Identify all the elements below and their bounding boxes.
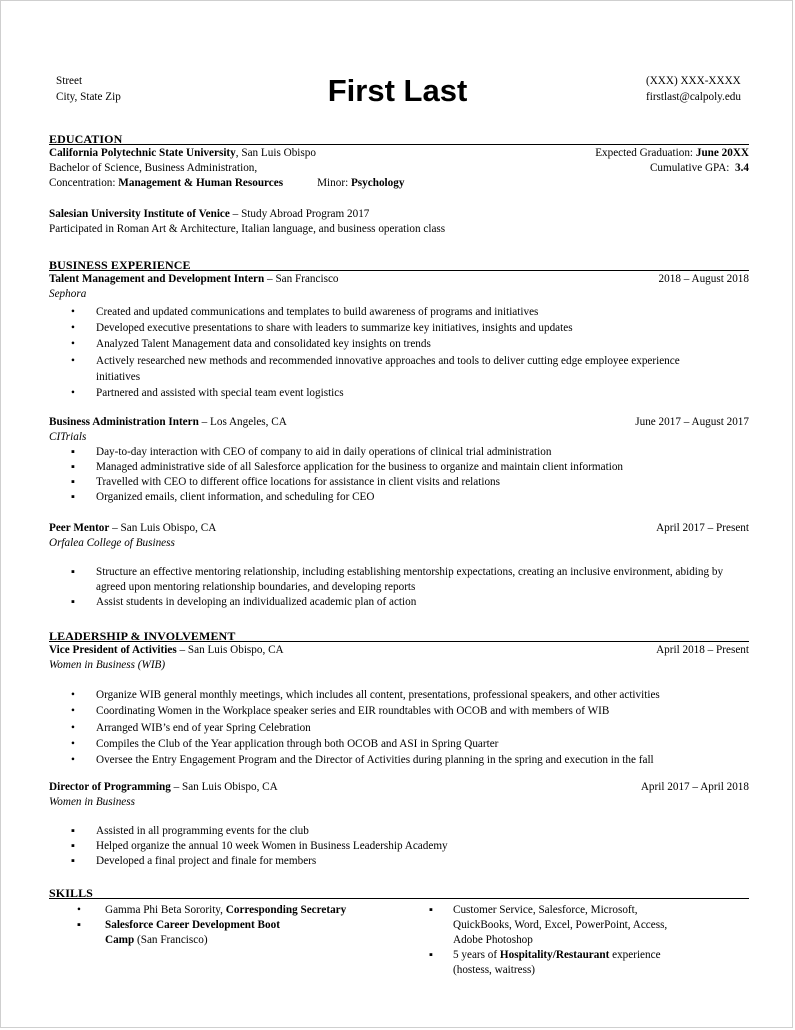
school1-line1: [49, 146, 749, 161]
list-item: • Arranged WIB’s end of year Spring Celebration: [49, 720, 749, 736]
list-item: • Compiles the Club of the Year application through both OCOB and ASI in Spring Quarter: [49, 736, 749, 752]
list-item: ▪ Assisted in all programming events for the club: [71, 825, 309, 838]
job-location: – San Luis Obispo, CA: [170, 781, 278, 794]
job-org: Women in Business (WIB): [49, 659, 166, 671]
list-item: • Coordinating Women in the Workplace speaker series and EIR roundtables with OCOB and with members of WIB: [49, 703, 749, 719]
list-item: • Gamma Phi Beta Sorority, Corresponding Secretary: [77, 904, 347, 916]
job-header: [49, 415, 749, 430]
square-bullet-icon: ▪: [71, 476, 75, 489]
skills-left-list: [49, 903, 349, 978]
list-item: ▪ Organized emails, client information, and scheduling for CEO: [71, 491, 375, 504]
job-org: Sephora: [49, 288, 87, 300]
bullet-icon: •: [71, 354, 75, 367]
bullet-icon: •: [71, 705, 75, 718]
job-bullets: [49, 824, 749, 869]
job-location: – San Francisco: [264, 273, 339, 285]
bullet-icon: •: [71, 306, 75, 318]
job-location: – San Luis Obispo, CA: [109, 522, 217, 535]
square-bullet-icon: ▪: [71, 825, 75, 838]
square-bullet-icon: ▪: [71, 491, 75, 504]
list-item: • Oversee the Entry Engagement Program and the Director of Activities during planning in the spring and execution in the fall: [49, 752, 749, 768]
job-location: – San Luis Obispo, CA: [176, 644, 284, 656]
square-bullet-icon: ▪: [77, 919, 81, 931]
gpa-value: 3.4: [735, 162, 749, 174]
business-section: [49, 258, 749, 610]
city-state-zip: City, State Zip: [56, 91, 121, 103]
phone: (XXX) XXX-XXXX: [645, 75, 741, 87]
job-header: [49, 643, 749, 658]
square-bullet-icon: ▪: [71, 855, 75, 868]
job-dates: April 2017 – April 2018: [640, 781, 749, 794]
job-location: – Los Angeles, CA: [198, 416, 287, 429]
job-role: Talent Management and Development Intern: [49, 273, 265, 285]
bullet-icon: •: [77, 904, 81, 916]
square-bullet-icon: ▪: [429, 904, 433, 916]
list-item: • Partnered and assisted with special team event logistics: [49, 385, 749, 401]
job-dates: April 2017 – Present: [656, 522, 749, 535]
bullet-icon: •: [71, 721, 75, 734]
job-dates: June 2017 – August 2017: [635, 416, 749, 429]
degree: Bachelor of Science, Business Administration,: [49, 162, 258, 174]
job-role: Vice President of Activities: [49, 644, 177, 656]
list-item: • Developed executive presentations to share with leaders to summarize key initiatives, insights and updates: [49, 320, 749, 336]
job-org: CITrials: [49, 431, 87, 444]
job-dates: April 2018 – Present: [656, 644, 749, 656]
list-item: ▪ Day-to-day interaction with CEO of company to aid in daily operations of clinical trial administration: [71, 446, 552, 459]
bullet-icon: •: [71, 689, 75, 701]
school1-line2: [49, 161, 749, 176]
job-bullets: [49, 565, 749, 610]
list-item: • Created and updated communications and templates to build awareness of programs and initiatives: [49, 304, 749, 320]
education-heading: EDUCATION: [49, 132, 123, 146]
list-item: ▪ Salesforce Career Development Boot Camp (San Francisco): [77, 919, 280, 946]
list-item: • Organize WIB general monthly meetings, which includes all content, presentations, professional speakers, and other activities: [49, 687, 749, 703]
bullet-icon: •: [71, 322, 75, 335]
skills-heading: SKILLS: [49, 886, 93, 900]
leadership-section: [49, 629, 749, 869]
gpa-label: Cumulative GPA:: [649, 162, 736, 174]
job-role: Peer Mentor: [49, 522, 110, 535]
education-section: [49, 132, 749, 237]
school1-location: , San Luis Obispo: [235, 147, 316, 159]
school2-name: Salesian University Institute of Venice: [49, 208, 230, 220]
school2-program: – Study Abroad Program 2017: [229, 208, 370, 220]
bullet-icon: •: [71, 338, 75, 351]
section-divider: [49, 144, 749, 145]
square-bullet-icon: ▪: [71, 446, 75, 459]
school1-name: California Polytechnic State University: [49, 147, 236, 159]
list-item: ▪ 5 years of Hospitality/Restaurant experience (hostess, waitress): [429, 949, 661, 976]
applicant-name: First Last: [327, 73, 468, 108]
section-divider: [49, 641, 749, 642]
job-bullets: [49, 445, 749, 505]
square-bullet-icon: ▪: [71, 566, 75, 579]
minor-value: Psychology: [350, 177, 405, 189]
skills-section: [49, 886, 749, 978]
email: firstlast@calpoly.edu: [645, 91, 741, 103]
bullet-icon: •: [71, 387, 75, 400]
square-bullet-icon: ▪: [71, 840, 75, 853]
graduation-date: June 20XX: [695, 147, 749, 159]
concentration-value: Management & Human Resources: [118, 177, 284, 189]
concentration-label: Concentration:: [49, 177, 119, 189]
square-bullet-icon: ▪: [429, 949, 433, 961]
list-item: • Analyzed Talent Management data and consolidated key insights on trends: [49, 336, 749, 352]
list-item: ▪ Travelled with CEO to different office locations for assistance in client visits and relations: [71, 476, 501, 489]
school2-line1: [49, 207, 749, 222]
minor-label: Minor:: [317, 177, 351, 189]
job-header: [49, 272, 749, 287]
job-bullets: [49, 687, 749, 768]
business-heading: BUSINESS EXPERIENCE: [49, 258, 191, 272]
job-org: Orfalea College of Business: [49, 537, 175, 550]
section-divider: [49, 898, 749, 899]
job-role: Director of Programming: [49, 781, 171, 794]
list-item: ▪ Developed a final project and finale for members: [71, 855, 317, 868]
bullet-icon: •: [71, 754, 75, 767]
job-bullets: [49, 304, 749, 401]
list-item: ▪ Managed administrative side of all Salesforce application for the business to organize and maintain client information: [71, 461, 624, 474]
skills-right-list: [349, 903, 689, 978]
job-role: Business Administration Intern: [49, 416, 199, 429]
list-item: ▪ Structure an effective mentoring relationship, including establishing mentorship expectations, creating an inclusive environment, abiding by agreed upon mentoring relationship boundaries, and developing reports: [71, 566, 724, 594]
section-divider: [49, 270, 749, 271]
job-header: [49, 780, 749, 795]
graduation-label: Expected Graduation:: [595, 147, 696, 159]
bullet-icon: •: [71, 737, 75, 750]
street: Street: [56, 75, 83, 87]
job-dates: 2018 – August 2018: [658, 273, 749, 285]
list-item: ▪ Helped organize the annual 10 week Women in Business Leadership Academy: [71, 840, 448, 853]
job-header: [49, 521, 749, 536]
school2-description: Participated in Roman Art & Architecture, Italian language, and business operation class: [49, 223, 446, 235]
school1-line3: [49, 176, 749, 191]
contact-block: [646, 73, 741, 105]
skills-columns: [49, 903, 749, 978]
list-item: ▪ Customer Service, Salesforce, Microsoft, QuickBooks, Word, Excel, PowerPoint, Access, Adobe Photoshop: [429, 904, 668, 946]
job-org: Women in Business: [49, 796, 135, 809]
list-item: • Actively researched new methods and recommended innovative approaches and tools to deliver cutting edge employee experience initiatives: [71, 354, 680, 383]
list-item: ▪ Assist students in developing an individualized academic plan of action: [71, 596, 417, 609]
square-bullet-icon: ▪: [71, 461, 75, 474]
square-bullet-icon: ▪: [71, 596, 75, 609]
leadership-heading: LEADERSHIP & INVOLVEMENT: [49, 629, 236, 643]
